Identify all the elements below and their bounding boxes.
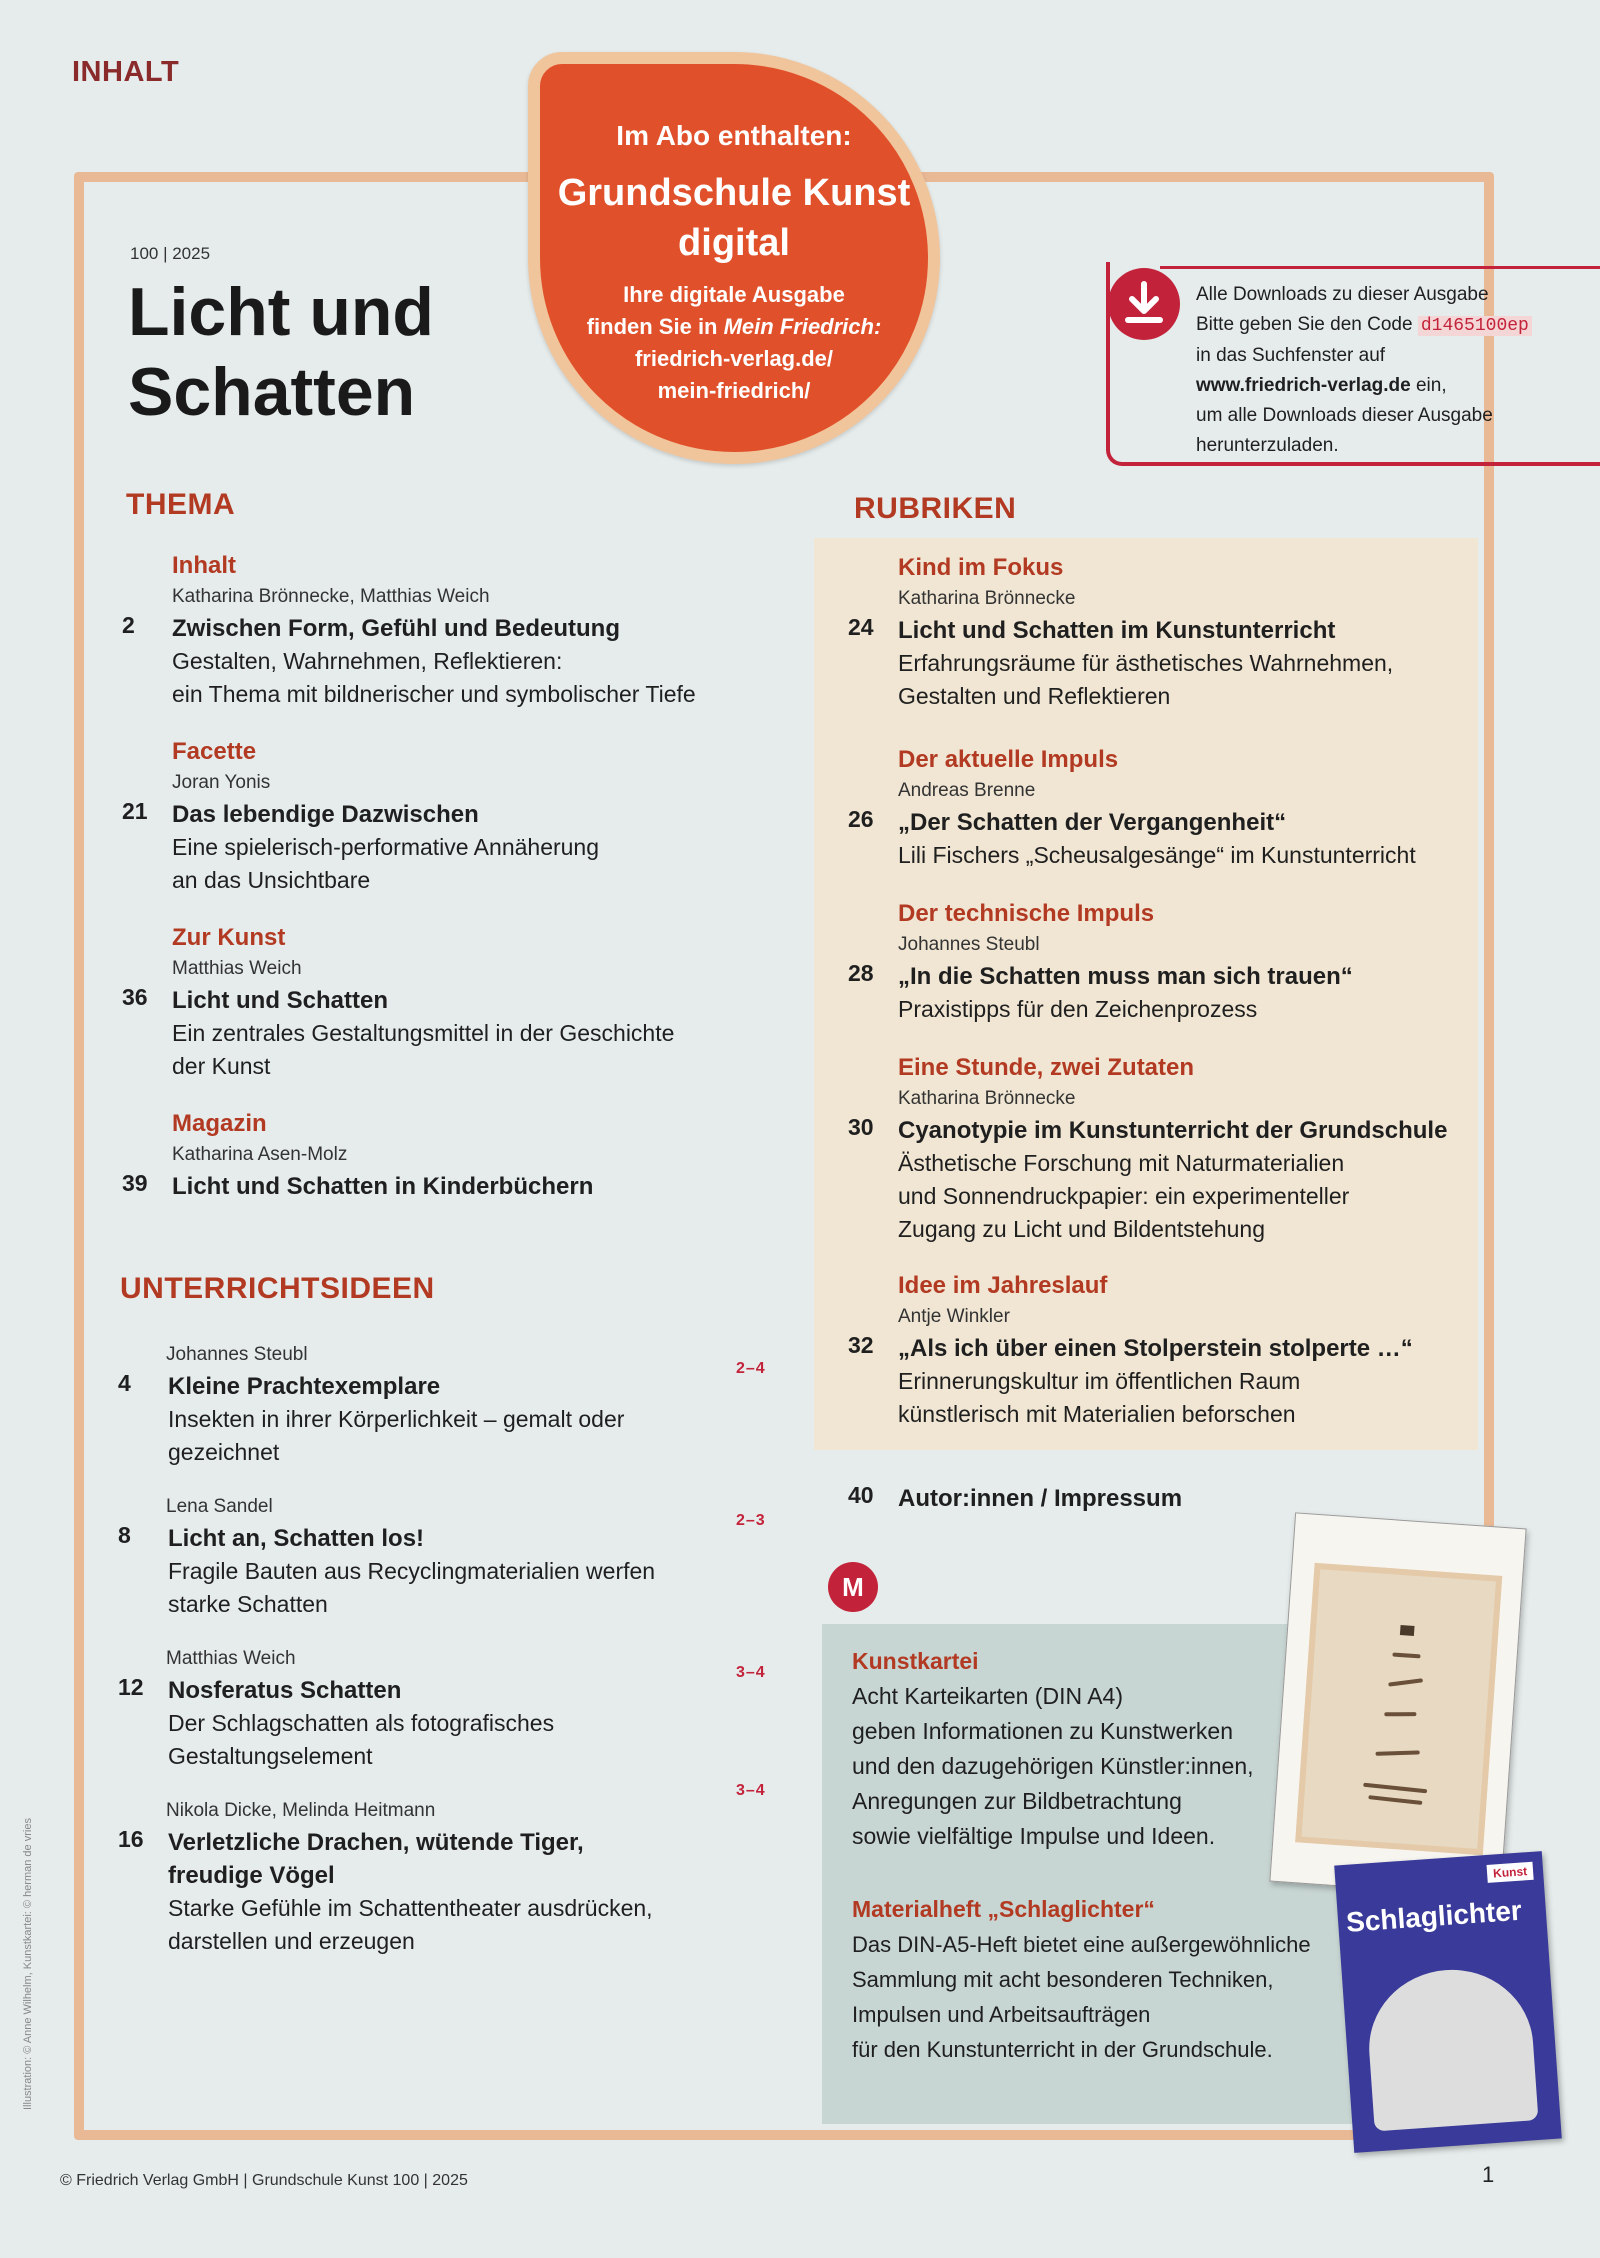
toc-entry[interactable]: Zur Kunst Matthias Weich 36 Licht und Schatten Ein zentrales Gestaltungsmittel in der Geschichte der Kunst <box>122 924 675 1079</box>
badge-link[interactable]: mein-friedrich/ <box>657 378 811 403</box>
badge-text: finden Sie in Mein Friedrich: <box>586 314 882 339</box>
section-heading-unterrichtsideen: UNTERRICHTSIDEEN <box>120 1272 435 1305</box>
downloads-text: Alle Downloads zu dieser Ausgabe Bitte geben Sie den Code d1465100ep in das Suchfenster auf www.friedrich-verlag.de ein, um alle Downloads dieser Ausgabe herunterzuladen. <box>1196 280 1532 461</box>
section-label: INHALT <box>72 56 180 88</box>
toc-entry[interactable]: Matthias Weich 12 Nosferatus Schatten Der Schlagschatten als fotografisches Gestaltungselement <box>118 1648 555 1769</box>
downloads-url[interactable]: www.friedrich-verlag.de <box>1196 375 1411 396</box>
toc-entry[interactable]: Inhalt Katharina Brönnecke, Matthias Weich 2 Zwischen Form, Gefühl und Bedeutung Gestalten, Wahrnehmen, Reflektieren: ein Thema mit bildnerischer und symbolischer Tiefe <box>122 552 696 707</box>
badge-text: Ihre digitale Ausgabe <box>623 282 845 307</box>
material-materialheft[interactable]: Materialheft „Schlaglichter“ Das DIN-A5-Heft bietet eine außergewöhnliche Sammlung mit acht besonderen Techniken, Impulsen und Arbeitsaufträgen für den Kunstunterricht in der Grundschule. <box>852 1896 1311 2062</box>
grade-badge: 3–4 <box>736 1782 766 1799</box>
download-icon <box>1108 268 1180 340</box>
grade-badge: 2–3 <box>736 1512 766 1529</box>
schlaglichter-cover-image <box>1334 1851 1562 2153</box>
page-number: 1 <box>1482 2162 1495 2187</box>
digital-subscription-badge <box>528 52 940 464</box>
badge-headline: Im Abo enthalten: <box>616 120 852 151</box>
illustration-credit: Illustration: © Anne Wilhelm, Kunstkartei: © herman de vries <box>22 1818 34 2110</box>
cover-illustration <box>1364 1964 1538 2131</box>
title-line-1: Licht und <box>128 274 434 350</box>
issue-number: 100 | 2025 <box>130 244 211 263</box>
toc-entry[interactable]: Johannes Steubl 4 Kleine Prachtexemplare Insekten in ihrer Körperlichkeit – gemalt oder gezeichnet <box>118 1344 625 1465</box>
title-line-2: Schatten <box>128 354 416 430</box>
material-badge: M <box>828 1562 878 1612</box>
kunstkartei-card-image <box>1269 1512 1526 1897</box>
toc-entry-authors[interactable]: 40 Autor:innen / Impressum <box>848 1482 1183 1512</box>
footer: © Friedrich Verlag GmbH | Grundschule Kunst 100 | 2025 <box>60 2172 468 2189</box>
section-heading-rubriken: RUBRIKEN <box>854 492 1017 525</box>
toc-entry[interactable]: Idee im Jahreslauf Antje Winkler 32 „Als ich über einen Stolperstein stolperte …“ Erinnerungskultur im öffentlichen Raum künstlerisch mit Materialien beforschen <box>848 1272 1413 1427</box>
toc-entry[interactable]: Kind im Fokus Katharina Brönnecke 24 Licht und Schatten im Kunstunterricht Erfahrungsräume für ästhetisches Wahrnehmen, Gestalten und Reflektieren <box>848 554 1394 709</box>
page-title <box>128 272 434 432</box>
toc-entry[interactable]: Magazin Katharina Asen-Molz 39 Licht und Schatten in Kinderbüchern <box>122 1110 594 1200</box>
material-kunstkartei[interactable]: Kunstkartei Acht Karteikarten (DIN A4) geben Informationen zu Kunstwerken und den dazugehörigen Künstler:innen, Anregungen zur Bildbetrachtung sowie vielfältige Impulse und Ideen. <box>852 1648 1254 1849</box>
toc-entry[interactable]: Eine Stunde, zwei Zutaten Katharina Brönnecke 30 Cyanotypie im Kunstunterricht der Grundschule Ästhetische Forschung mit Naturmaterialien und Sonnendruckpapier: ein experimenteller Zugang zu Licht und Bildentstehung <box>848 1054 1448 1242</box>
toc-entry[interactable]: Der technische Impuls Johannes Steubl 28 „In die Schatten muss man sich trauen“ Praxistipps für den Zeichenprozess <box>848 900 1353 1022</box>
grade-badge: 3–4 <box>736 1664 766 1681</box>
section-heading-thema: THEMA <box>126 488 236 521</box>
cover-brand: Kunst <box>1487 1862 1534 1883</box>
badge-product: Grundschule Kunst <box>557 172 911 214</box>
badge-product-2: digital <box>678 222 790 264</box>
toc-entry[interactable]: Der aktuelle Impuls Andreas Brenne 26 „Der Schatten der Vergangenheit“ Lili Fischers „Scheusalgesänge“ im Kunstunterricht <box>848 746 1416 868</box>
download-code[interactable]: d1465100ep <box>1418 316 1532 336</box>
toc-entry[interactable]: Lena Sandel 8 Licht an, Schatten los! Fragile Bauten aus Recyclingmaterialien werfen starke Schatten <box>118 1496 656 1617</box>
grade-badge: 2–4 <box>736 1360 766 1377</box>
downloads-rule <box>1160 266 1600 269</box>
toc-entry[interactable]: Nikola Dicke, Melinda Heitmann 16 Verletzliche Drachen, wütende Tiger, freudige Vögel Starke Gefühle im Schattentheater ausdrücken, darstellen und erzeugen <box>118 1800 653 1954</box>
cover-title: Schlaglichter <box>1345 1894 1523 1938</box>
badge-link[interactable]: friedrich-verlag.de/ <box>634 346 834 371</box>
toc-entry[interactable]: Facette Joran Yonis 21 Das lebendige Dazwischen Eine spielerisch-performative Annäherung an das Unsichtbare <box>122 738 600 893</box>
artwork-image <box>1295 1563 1502 1855</box>
